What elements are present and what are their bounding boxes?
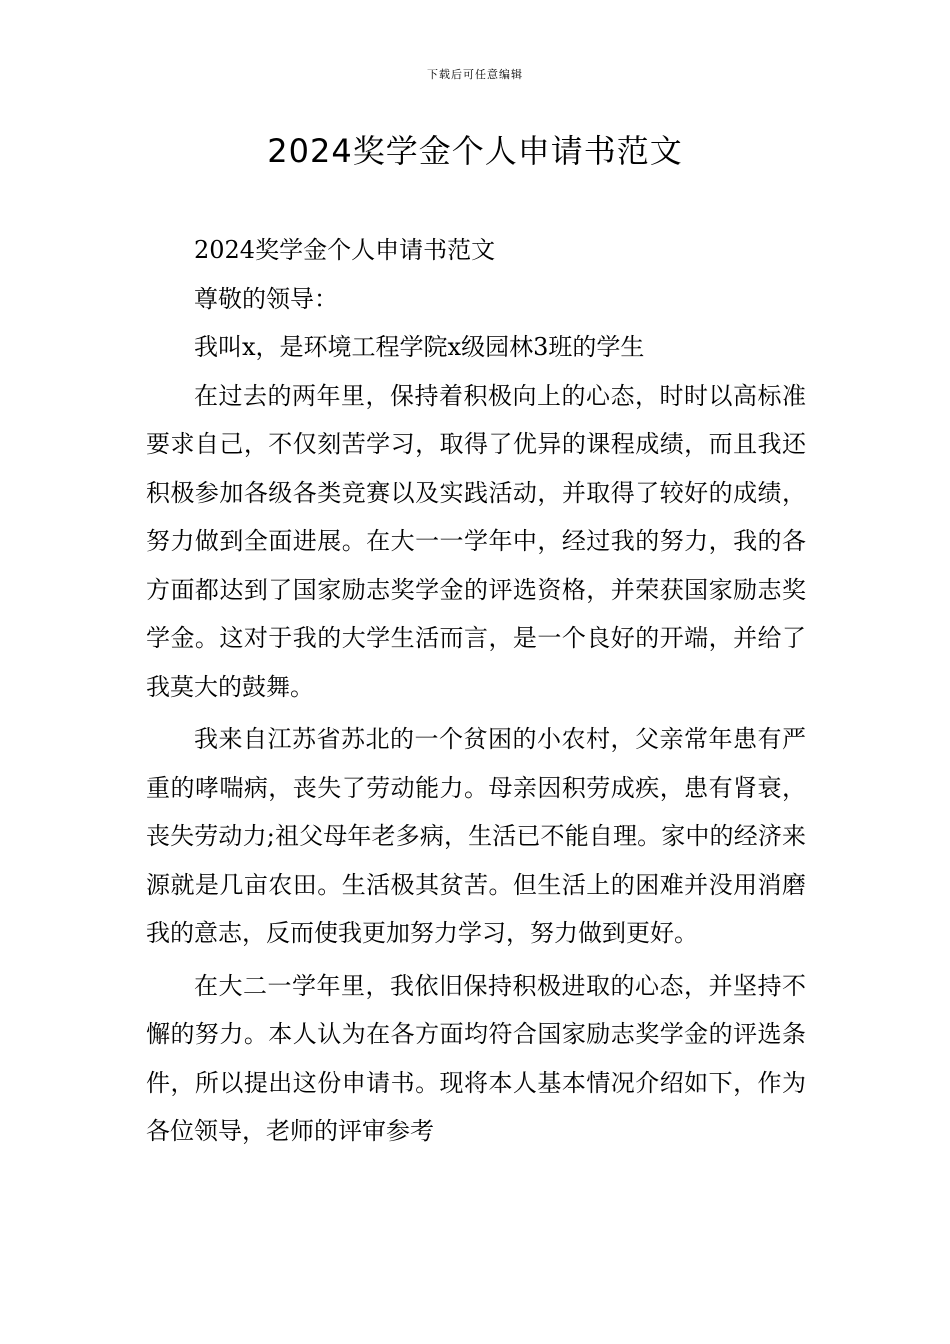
document-body xyxy=(146,226,806,1156)
paragraph-body-2: 我来自江苏省苏北的一个贫困的小农村，父亲常年患有严重的哮喘病，丧失了劳动能力。母亲因积劳成疾，患有肾衰，丧失劳动力;祖父母年老多病，生活已不能自理。家中的经济来源就是几亩农田。生活极其贫苦。但生活上的困难并没用消磨我的意志，反而使我更加努力学习，努力做到更好。 xyxy=(146,725,806,947)
paragraph-body-1: 在过去的两年里，保持着积极向上的心态，时时以高标准要求自己，不仅刻苦学习，取得了优异的课程成绩，而且我还积极参加各级各类竞赛以及实践活动，并取得了较好的成绩，努力做到全面进展。在大一一学年中，经过我的努力，我的各方面都达到了国家励志奖学金的评选资格，并荣获国家励志奖学金。这对于我的大学生活而言，是一个良好的开端，并给了我莫大的鼓舞。 xyxy=(146,381,806,701)
header-note: 下载后可任意编辑 xyxy=(427,68,523,81)
paragraph-subtitle: 2024奖学金个人申请书范文 xyxy=(194,236,496,264)
document-title: 2024奖学金个人申请书范文 xyxy=(267,132,683,170)
paragraph-body-3: 在大二一学年里，我依旧保持积极进取的心态，并坚持不懈的努力。本人认为在各方面均符合国家励志奖学金的评选条件，所以提出这份申请书。现将本人基本情况介绍如下，作为各位领导，老师的评审参考 xyxy=(146,971,806,1145)
paragraph-salutation: 尊敬的领导： xyxy=(194,284,338,313)
paragraph-intro: 我叫x，是环境工程学院x级园林3班的学生 xyxy=(194,333,645,361)
